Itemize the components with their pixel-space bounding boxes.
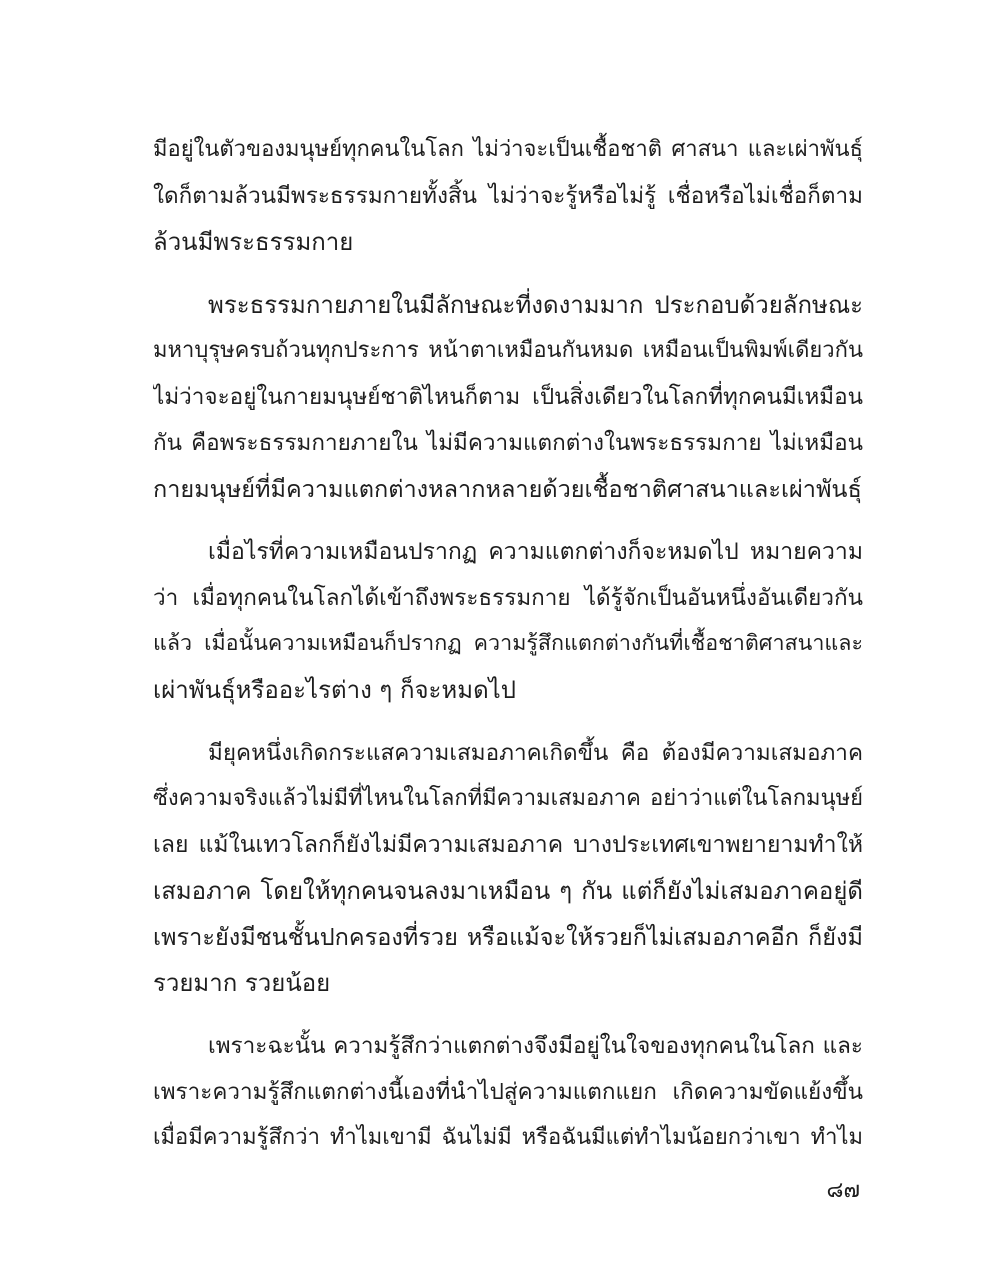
- paragraph-4-line-5: เพราะยังมีชนชั้นปกครองที่รวย หรือแม้จะให้รวยก็ไม่เสมอภาคอีก ก็ยังมี: [153, 923, 863, 951]
- paragraph-1-line-3: ล้วนมีพระธรรมกาย: [153, 228, 354, 256]
- paragraph-4-line-3: เลย แม้ในเทวโลกก็ยังไม่มีความเสมอภาค บางประเทศเขาพยายามทำให้: [153, 832, 863, 858]
- paragraph-4-line-4: เสมอภาค โดยให้ทุกคนจนลงมาเหมือน ๆ กัน แต่ก็ยังไม่เสมอภาคอยู่ดี: [153, 877, 863, 905]
- paragraph-1-line-1: มีอยู่ในตัวของมนุษย์ทุกคนในโลก ไม่ว่าจะเป็นเชื้อชาติ ศาสนา และเผ่าพันธุ์: [153, 137, 863, 162]
- paragraph-4-line-2: ซึ่งความจริงแล้วไม่มีที่ไหนในโลกที่มีความเสมอภาค อย่าว่าแต่ในโลกมนุษย์: [153, 786, 863, 811]
- paragraph-4-line-6: รวยมาก รวยน้อย: [153, 969, 331, 997]
- paragraph-3-line-2: ว่า เมื่อทุกคนในโลกได้เข้าถึงพระธรรมกาย ได้รู้จักเป็นอันหนึ่งอันเดียวกัน: [153, 585, 863, 611]
- paragraph-2-line-2: มหาบุรุษครบถ้วนทุกประการ หน้าตาเหมือนกันหมด เหมือนเป็นพิมพ์เดียวกัน: [153, 338, 863, 363]
- paragraph-5-line-2: เพราะความรู้สึกแตกต่างนี้เองที่นำไปสู่ความแตกแยก เกิดความขัดแย้งขึ้น: [153, 1079, 863, 1105]
- paragraph-2-line-5: กายมนุษย์ที่มีความแตกต่างหลากหลายด้วยเชื้อชาติศาสนาและเผ่าพันธุ์: [153, 475, 862, 503]
- paragraph-3-line-4: เผ่าพันธุ์หรืออะไรต่าง ๆ ก็จะหมดไป: [153, 676, 516, 704]
- paragraph-4-line-1: มียุคหนึ่งเกิดกระแสความเสมอภาคเกิดขึ้น คือ ต้องมีความเสมอภาค: [208, 740, 863, 766]
- paragraph-5-line-3: เมื่อมีความรู้สึกว่า ทำไมเขามี ฉันไม่มี หรือฉันมีแต่ทำไมน้อยกว่าเขา ทำไม: [153, 1125, 863, 1150]
- paragraph-2-line-3: ไม่ว่าจะอยู่ในกายมนุษย์ชาติไหนก็ตาม เป็นสิ่งเดียวในโลกที่ทุกคนมีเหมือน: [153, 384, 863, 410]
- page-number: ๘๗: [826, 1178, 860, 1203]
- paragraph-1-line-2: ใดก็ตามล้วนมีพระธรรมกายทั้งสิ้น ไม่ว่าจะรู้หรือไม่รู้ เชื่อหรือไม่เชื่อก็ตาม: [153, 183, 863, 209]
- paragraph-3-line-3: แล้ว เมื่อนั้นความเหมือนก็ปรากฏ ความรู้สึกแตกต่างกันที่เชื้อชาติศาสนาและ: [153, 631, 863, 656]
- paragraph-3-line-1: เมื่อไรที่ความเหมือนปรากฏ ความแตกต่างก็จะหมดไป หมายความ: [208, 539, 863, 565]
- paragraph-2-line-4: กัน คือพระธรรมกายภายใน ไม่มีความแตกต่างในพระธรรมกาย ไม่เหมือน: [153, 430, 863, 456]
- paragraph-5-line-1: เพราะฉะนั้น ความรู้สึกว่าแตกต่างจึงมีอยู่ในใจของทุกคนในโลก และ: [208, 1033, 863, 1059]
- paragraph-2-line-1: พระธรรมกายภายในมีลักษณะที่งดงามมาก ประกอบด้วยลักษณะ: [208, 291, 863, 319]
